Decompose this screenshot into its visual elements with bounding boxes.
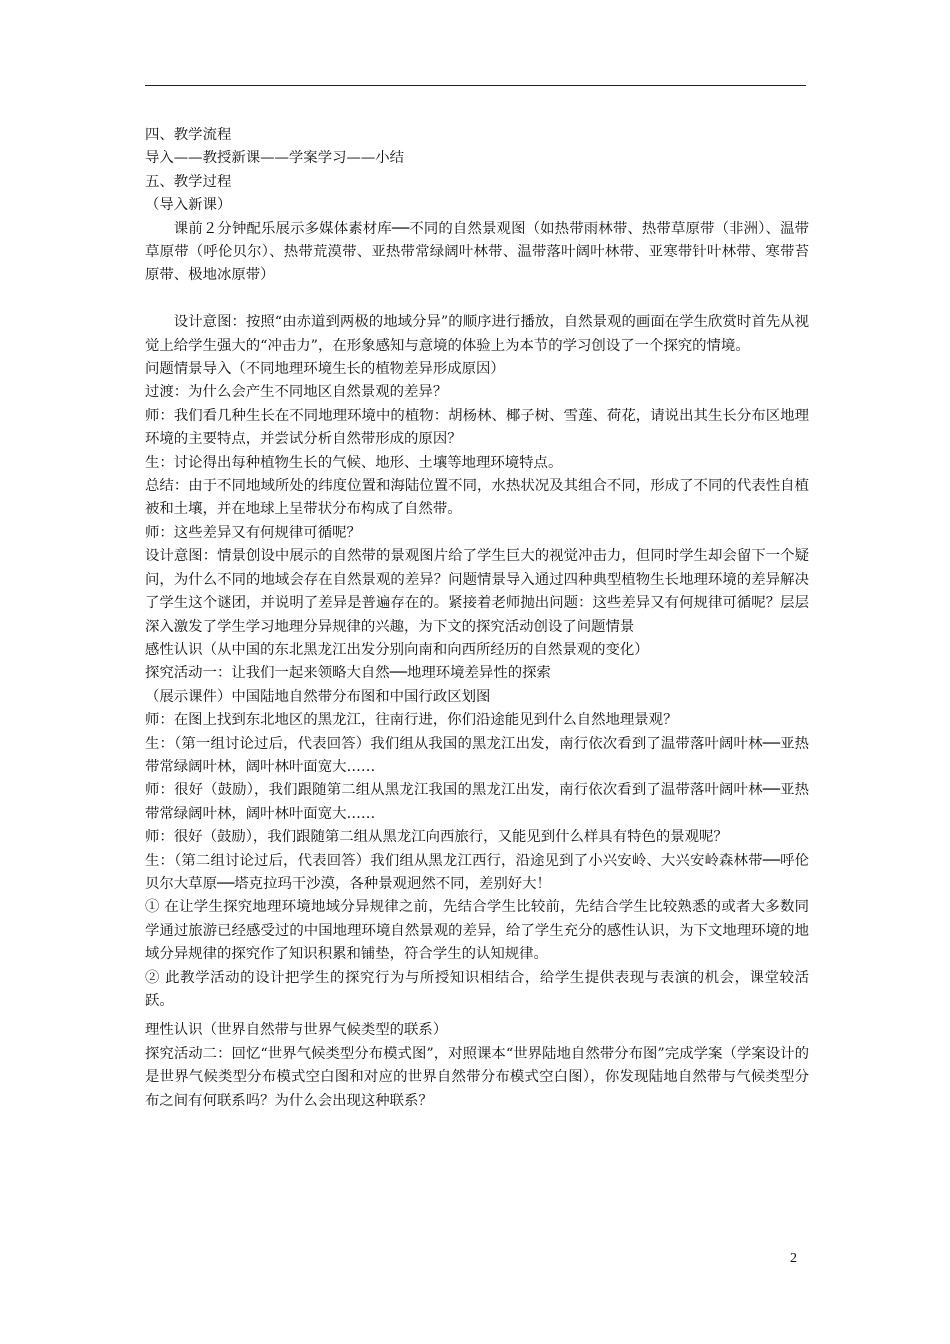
- document-body: [145, 124, 809, 1113]
- paragraph-teacher-2: 师：这些差异又有何规律可循呢？: [145, 524, 361, 541]
- header-rule: [145, 85, 806, 86]
- paragraph-teacher-4: 师：很好（鼓励），我们跟随第二组从黑龙江我国的黑龙江出发，南行依次看到了温带落叶阔叶林──亚热带常绿阔叶林，阔叶林叶面宽大……: [145, 782, 809, 822]
- paragraph-perceptual: 感性认识（从中国的东北黑龙江出发分别向南和向西所经历的自然景观的变化）: [145, 641, 649, 658]
- paragraph-design-intent-2: 设计意图：情景创设中展示的自然带的景观图片给了学生巨大的视觉冲击力，但同时学生却会留下一个疑问，为什么不同的地域会存在自然景观的差异？问题情景导入通过四种典型植物生长地理环境的差异解决了学生这个谜团，并说明了差异是普遍存在的。紧接着老师抛出问题：这些差异又有何规律可循呢？层层深入激发了学生学习地理分异规律的兴趣，为下文的探究活动创设了问题情景: [145, 548, 809, 635]
- paragraph-activity-2: 探究活动二：回忆“世界气候类型分布模式图”，对照课本“世界陆地自然带分布图”完成学案（学案设计的是世界气候类型分布模式空白图和对应的世界自然带分布模式空白图），你发现陆地自然带与气候类型分布之间有何联系吗？为什么会出现这种联系？: [145, 1045, 809, 1109]
- paragraph-student-3: 生：（第二组讨论过后，代表回答）我们组从黑龙江西行，沿途见到了小兴安岭、大兴安岭森林带──呼伦贝尔大草原──塔克拉玛干沙漠，各种景观迥然不同，差别好大！: [145, 852, 809, 892]
- paragraph-activity-1: 探究活动一：让我们一起来领略大自然──地理环境差异性的探索: [145, 665, 551, 682]
- paragraph-note-2: ② 此教学活动的设计把学生的探究行为与所授知识相结合，给学生提供表现与表演的机会，课堂较活跃。: [145, 969, 809, 1010]
- paragraph-teacher-3: 师：在图上找到东北地区的黑龙江，往南行进，你们沿途能见到什么自然地理景观？: [145, 712, 678, 729]
- paragraph-teacher-5: 师：很好（鼓励），我们跟随第二组从黑龙江向西旅行，又能见到什么样具有特色的景观呢？: [145, 829, 728, 846]
- paragraph-rational: 理性认识（世界自然带与世界气候类型的联系）: [145, 1022, 448, 1039]
- paragraph-problem-intro: 问题情景导入（不同地理环境生长的植物差异形成原因）: [145, 361, 505, 378]
- paragraph-student-1: 生：讨论得出每种植物生长的气候、地形、土壤等地理环境特点。: [145, 454, 563, 471]
- paragraph-courseware: （展示课件）中国陆地自然带分布图和中国行政区划图: [145, 688, 491, 705]
- subheading-intro: （导入新课）: [145, 197, 232, 214]
- paragraph-student-2: 生：（第一组讨论过后，代表回答）我们组从我国的黑龙江出发，南行依次看到了温带落叶阔叶林──亚热带常绿阔叶林，阔叶林叶面宽大……: [145, 735, 809, 775]
- section-heading-process: 五、教学过程: [145, 173, 232, 190]
- paragraph-note-1: ① 在让学生探究地理环境地域分异规律之前，先结合学生比较前，先结合学生比较熟悉的或者大多数同学通过旅游已经感受过的中国地理环境自然景观的差异，给了学生充分的感性认识，为下文地理环境的地域分异规律的探究作了知识积累和铺垫，符合学生的认知规律。: [145, 899, 809, 963]
- paragraph-teacher-1: 师：我们看几种生长在不同地理环境中的植物：胡杨林、椰子树、雪莲、荷花，请说出其生长分布区地理环境的主要特点，并尝试分析自然带形成的原因？: [145, 407, 809, 448]
- paragraph-design-intent-1: 设计意图：按照“由赤道到两极的地域分异”的顺序进行播放，自然景观的画面在学生欣赏时首先从视觉上给学生强大的“冲击力”，在形象感知与意境的体验上为本节的学习创设了一个探究的情境。: [145, 314, 809, 354]
- paragraph-summary: 总结：由于不同地域所处的纬度位置和海陆位置不同，水热状况及其组合不同，形成了不同的代表性自植被和土壤，并在地球上呈带状分布构成了自然带。: [145, 478, 809, 518]
- section-heading-flow: 四、教学流程: [145, 127, 232, 143]
- paragraph-media-intro: 课前２分钟配乐展示多媒体素材库──不同的自然景观图（如热带雨林带、热带草原带（非洲）、温带草原带（呼伦贝尔）、热带荒漠带、亚热带常绿阔叶林带、温带落叶阔叶林带、亚寒带针叶林带、寒带苔原带、极地冰原带）: [145, 220, 809, 284]
- flow-sequence: 导入——教授新课——学案学习——小结: [145, 150, 405, 167]
- page-number: 2: [790, 1251, 797, 1266]
- paragraph-transition: 过渡：为什么会产生不同地区自然景观的差异？: [145, 384, 448, 401]
